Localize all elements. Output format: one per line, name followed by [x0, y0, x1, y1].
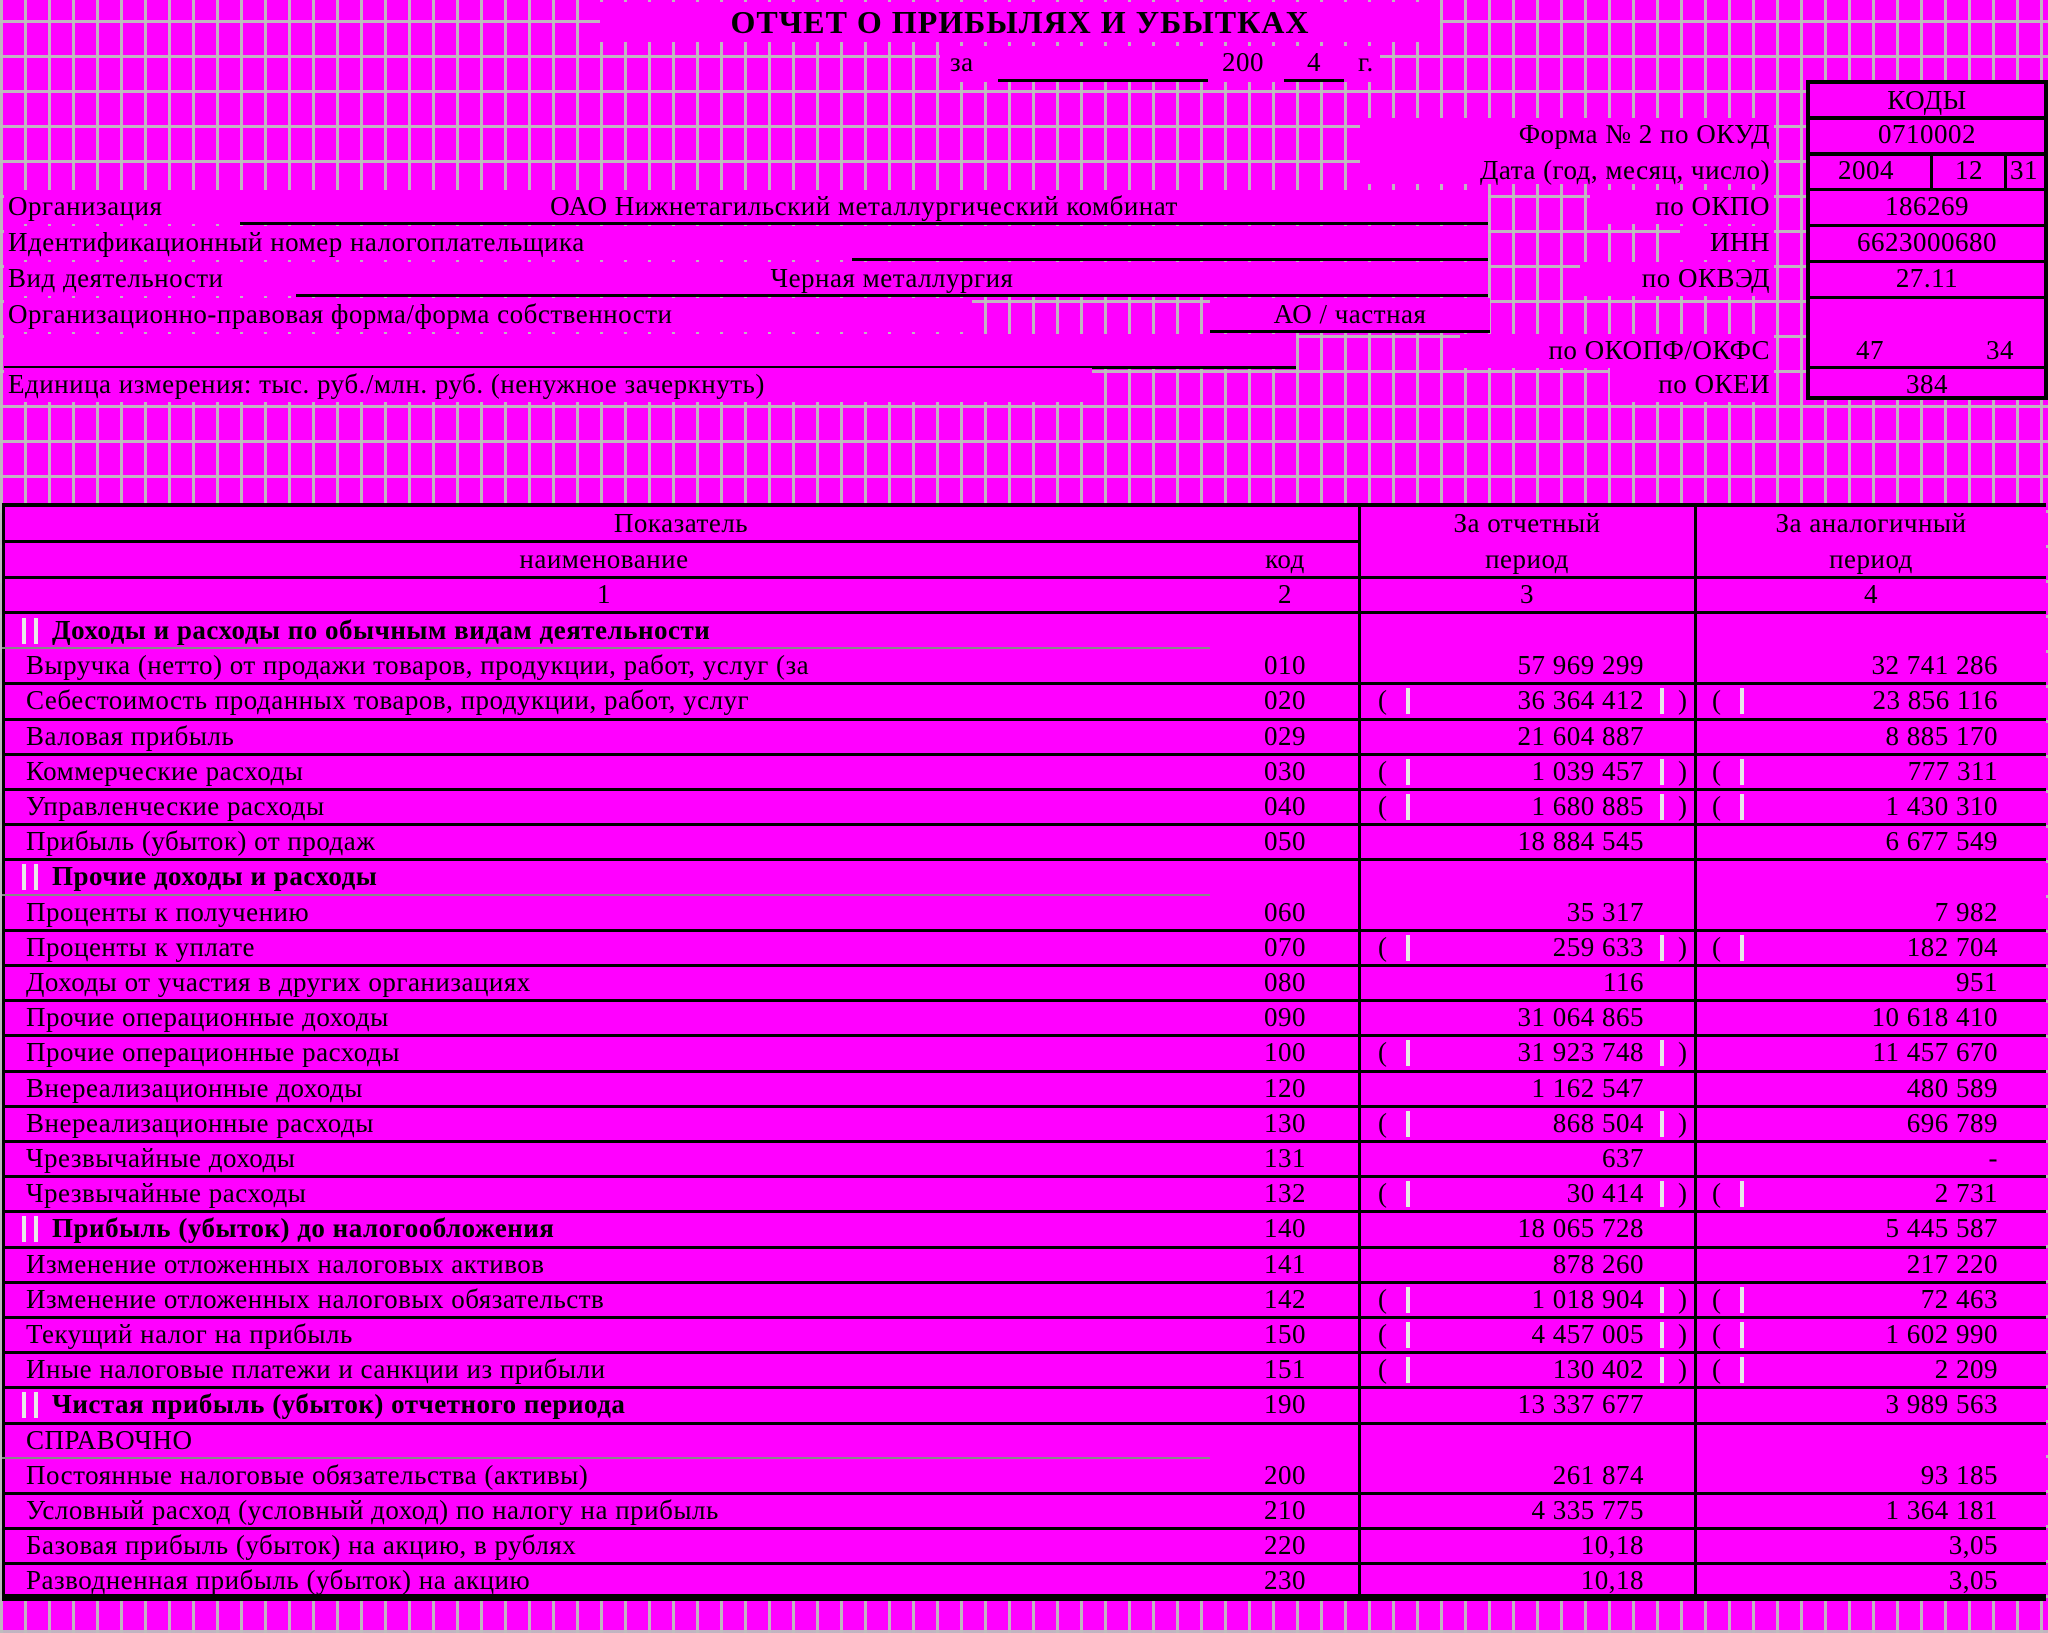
inn-short-label: ИНН — [1710, 227, 1770, 257]
close-paren: ) — [1678, 791, 1687, 821]
row-name: Прибыль (убыток) от продаж — [26, 826, 376, 856]
cell-marker — [1406, 1181, 1410, 1207]
header-prior-2: период — [1829, 544, 1913, 574]
cell-marker — [1660, 1322, 1664, 1348]
row-name: Условный расход (условный доход) по налогу на прибыль — [26, 1495, 719, 1525]
section-marker — [22, 864, 26, 890]
open-paren: ( — [1712, 1354, 1721, 1384]
open-paren: ( — [1378, 1284, 1387, 1314]
row-prior-value: 3 989 563 — [1885, 1389, 1998, 1419]
close-paren: ) — [1678, 685, 1687, 715]
row-code: 080 — [1264, 967, 1306, 997]
section-marker — [34, 1392, 38, 1418]
row-current-value: 18 884 545 — [1517, 826, 1644, 856]
row-current-value: 18 065 728 — [1517, 1213, 1644, 1243]
row-name: Внереализационные доходы — [26, 1073, 363, 1103]
row-name: Коммерческие расходы — [26, 756, 304, 786]
row-prior-value: 5 445 587 — [1885, 1213, 1998, 1243]
row-code: 040 — [1264, 791, 1306, 821]
date-label: Дата (год, месяц, число) — [1480, 155, 1770, 185]
cell-marker — [1406, 1040, 1410, 1066]
row-prior-value: 1 364 181 — [1885, 1495, 1998, 1525]
cell-marker — [1406, 794, 1410, 820]
date-divider-1 — [1930, 154, 1933, 188]
row-current-value: 1 162 547 — [1531, 1073, 1644, 1103]
row-name: Изменение отложенных налоговых активов — [26, 1249, 545, 1279]
header-col2: 2 — [1278, 579, 1292, 609]
header-prior-1: За аналогичный — [1775, 508, 1967, 538]
row-prior-value: 93 185 — [1920, 1460, 1998, 1490]
date-year: 2004 — [1838, 155, 1894, 185]
row-prior-value: 7 982 — [1934, 897, 1998, 927]
open-paren: ( — [1378, 756, 1387, 786]
row-code: 140 — [1264, 1213, 1306, 1243]
row-prior-value: 1 602 990 — [1885, 1319, 1998, 1349]
legal-value: АО / частная — [1273, 299, 1427, 329]
okei-code: 384 — [1906, 369, 1948, 399]
cell-marker — [1406, 759, 1410, 785]
cell-marker — [1740, 794, 1744, 820]
row-prior-value: 6 677 549 — [1885, 826, 1998, 856]
cell-marker — [1406, 1111, 1410, 1137]
row-code: 142 — [1264, 1284, 1306, 1314]
row-current-value: 1 018 904 — [1531, 1284, 1644, 1314]
row-current-value: 57 969 299 — [1517, 650, 1644, 680]
open-paren: ( — [1378, 1108, 1387, 1138]
section-marker — [22, 1216, 26, 1242]
row-prior-value: - — [1988, 1143, 1998, 1173]
date-divider-2 — [2004, 154, 2007, 188]
row-current-value: 116 — [1603, 967, 1644, 997]
cell-marker — [1740, 1322, 1744, 1348]
row-name: Базовая прибыль (убыток) на акцию, в рублях — [26, 1530, 577, 1560]
row-name: Разводненная прибыль (убыток) на акцию — [26, 1565, 531, 1595]
row-prior-value: 2 731 — [1934, 1178, 1998, 1208]
header-current-2: период — [1485, 544, 1569, 574]
row-name: Постоянные налоговые обязательства (активы) — [26, 1460, 589, 1490]
codes-title: КОДЫ — [1887, 85, 1967, 115]
org-label: Организация — [8, 191, 163, 221]
cell-marker — [1660, 1111, 1664, 1137]
close-paren: ) — [1678, 756, 1687, 786]
row-prior-value: 777 311 — [1907, 756, 1998, 786]
table-left-border — [2, 504, 5, 1596]
period-underline — [998, 79, 1208, 82]
okei-label: по ОКЕИ — [1658, 369, 1770, 399]
close-paren: ) — [1678, 1037, 1687, 1067]
row-code: 150 — [1264, 1319, 1306, 1349]
okpo-code: 186269 — [1885, 191, 1969, 221]
close-paren: ) — [1678, 1284, 1687, 1314]
row-current-value: 10,18 — [1580, 1530, 1644, 1560]
row-code: 131 — [1264, 1143, 1306, 1173]
cell-marker — [1660, 1181, 1664, 1207]
activity-underline — [296, 294, 1488, 297]
open-paren: ( — [1378, 685, 1387, 715]
row-current-value: 36 364 412 — [1517, 685, 1644, 715]
row-name: СПРАВОЧНО — [26, 1425, 193, 1455]
period-year-prefix: 200 — [1222, 47, 1264, 77]
cell-marker — [1740, 759, 1744, 785]
cell-marker — [1660, 1040, 1664, 1066]
section-marker — [34, 1216, 38, 1242]
row-divider — [2, 1598, 2046, 1601]
row-code: 010 — [1264, 650, 1306, 680]
close-paren: ) — [1678, 1108, 1687, 1138]
cell-marker — [1660, 759, 1664, 785]
legal-label: Организационно-правовая форма/форма собственности — [8, 299, 673, 329]
report-title: ОТЧЕТ О ПРИБЫЛЯХ И УБЫТКАХ — [730, 4, 1310, 40]
col4-left-border — [1694, 504, 1697, 1596]
row-name: Изменение отложенных налоговых обязательств — [26, 1284, 605, 1314]
org-underline — [240, 222, 1488, 225]
inn-code: 6623000680 — [1857, 227, 1997, 257]
unit-label: Единица измерения: тыс. руб./млн. руб. (ненужное зачеркнуть) — [8, 369, 765, 399]
row-prior-value: 951 — [1956, 967, 1998, 997]
cell-marker — [1740, 1287, 1744, 1313]
row-name: Доходы и расходы по обычным видам деятельности — [52, 615, 711, 645]
header-name: наименование — [519, 544, 689, 574]
row-code: 190 — [1264, 1389, 1306, 1419]
cell-marker — [1740, 688, 1744, 714]
row-code: 200 — [1264, 1460, 1306, 1490]
row-current-value: 259 633 — [1552, 932, 1644, 962]
open-paren: ( — [1378, 791, 1387, 821]
header-indicator: Показатель — [613, 508, 749, 538]
row-prior-value: 23 856 116 — [1872, 685, 1998, 715]
header-col3: 3 — [1520, 579, 1534, 609]
cell-marker — [1660, 1287, 1664, 1313]
row-name: Текущий налог на прибыль — [26, 1319, 353, 1349]
inn-underline — [852, 258, 1488, 261]
row-name: Себестоимость проданных товаров, продукции, работ, услуг — [26, 685, 750, 715]
cell-marker — [1740, 1181, 1744, 1207]
okfs-code: 34 — [1986, 335, 2014, 365]
row-code: 141 — [1264, 1249, 1306, 1279]
row-name: Управленческие расходы — [26, 791, 325, 821]
row-code: 151 — [1264, 1354, 1306, 1384]
row-prior-value: 11 457 670 — [1872, 1037, 1998, 1067]
cell-marker — [1740, 935, 1744, 961]
section-marker — [34, 864, 38, 890]
row-current-value: 35 317 — [1566, 897, 1644, 927]
inn-label: Идентификационный номер налогоплательщика — [8, 227, 585, 257]
activity-value: Черная металлургия — [770, 263, 1014, 293]
row-prior-value: 32 741 286 — [1871, 650, 1998, 680]
cell-marker — [1406, 1357, 1410, 1383]
row-name: Иные налоговые платежи и санкции из прибыли — [26, 1354, 606, 1384]
row-name: Чрезвычайные расходы — [26, 1178, 307, 1208]
row-code: 029 — [1264, 721, 1306, 751]
row-prior-value: 3,05 — [1948, 1530, 1998, 1560]
inn-line-bg — [852, 226, 1488, 260]
activity-label: Вид деятельности — [8, 263, 224, 293]
row-current-value: 1 039 457 — [1531, 756, 1644, 786]
row-current-value: 10,18 — [1580, 1565, 1644, 1595]
row-code: 120 — [1264, 1073, 1306, 1103]
row-name: Прочие операционные доходы — [26, 1002, 389, 1032]
cell-marker — [1406, 1322, 1410, 1348]
row-prior-value: 1 430 310 — [1885, 791, 1998, 821]
form-code: 0710002 — [1878, 119, 1976, 149]
cell-marker — [1660, 794, 1664, 820]
row-code: 230 — [1264, 1565, 1306, 1595]
row-name: Внереализационные расходы — [26, 1108, 374, 1138]
row-current-value: 868 504 — [1552, 1108, 1644, 1138]
col3-left-border — [1358, 504, 1361, 1596]
row-prior-value: 182 704 — [1906, 932, 1998, 962]
section-marker — [34, 618, 38, 644]
row-current-value: 13 337 677 — [1517, 1389, 1644, 1419]
row-code: 100 — [1264, 1037, 1306, 1067]
row-code: 060 — [1264, 897, 1306, 927]
row-code: 020 — [1264, 685, 1306, 715]
row-prior-value: 696 789 — [1906, 1108, 1998, 1138]
open-paren: ( — [1712, 1319, 1721, 1349]
row-current-value: 31 064 865 — [1517, 1002, 1644, 1032]
cell-marker — [1660, 935, 1664, 961]
row-name: Чистая прибыль (убыток) отчетного периода — [52, 1389, 626, 1419]
period-year-digit: 4 — [1307, 47, 1321, 77]
okopf-code: 47 — [1856, 335, 1884, 365]
open-paren: ( — [1712, 1284, 1721, 1314]
period-suffix: г. — [1358, 47, 1374, 77]
close-paren: ) — [1678, 1354, 1687, 1384]
row-name: Прочие доходы и расходы — [52, 861, 378, 891]
period-year-underline — [1284, 79, 1344, 82]
okpo-label: по ОКПО — [1655, 191, 1770, 221]
open-paren: ( — [1712, 791, 1721, 821]
row-code: 130 — [1264, 1108, 1306, 1138]
okved-code: 27.11 — [1895, 263, 1959, 293]
row-name: Проценты к уплате — [26, 932, 255, 962]
row-code: 030 — [1264, 756, 1306, 786]
okved-label: по ОКВЭД — [1641, 263, 1770, 293]
row-name: Прочие операционные расходы — [26, 1037, 400, 1067]
row-prior-value: 2 209 — [1934, 1354, 1998, 1384]
row-current-value: 30 414 — [1566, 1178, 1644, 1208]
okopf-row-bg — [4, 334, 1296, 368]
row-current-value: 637 — [1602, 1143, 1644, 1173]
row-current-value: 4 335 775 — [1531, 1495, 1644, 1525]
date-month: 12 — [1955, 155, 1983, 185]
row-name: Проценты к получению — [26, 897, 310, 927]
close-paren: ) — [1678, 1178, 1687, 1208]
row-current-value: 261 874 — [1552, 1460, 1644, 1490]
row-name: Выручка (нетто) от продажи товаров, продукции, работ, услуг (за — [26, 650, 810, 680]
cell-marker — [1660, 688, 1664, 714]
row-name: Чрезвычайные доходы — [26, 1143, 296, 1173]
row-prior-value: 8 885 170 — [1885, 721, 1998, 751]
section-marker — [22, 1392, 26, 1418]
row-current-value: 1 680 885 — [1531, 791, 1644, 821]
open-paren: ( — [1712, 1178, 1721, 1208]
header-current-1: За отчетный — [1453, 508, 1601, 538]
codes-divider-6 — [1806, 296, 2048, 299]
row-name: Валовая прибыль — [26, 721, 235, 751]
row-code: 210 — [1264, 1495, 1306, 1525]
close-paren: ) — [1678, 932, 1687, 962]
row-name: Доходы от участия в других организациях — [26, 967, 531, 997]
cell-marker — [1660, 1357, 1664, 1383]
row-name: Прибыль (убыток) до налогообложения — [52, 1213, 555, 1243]
close-paren: ) — [1678, 1319, 1687, 1349]
header-col1: 1 — [597, 579, 611, 609]
cell-marker — [1406, 688, 1410, 714]
date-day: 31 — [2010, 155, 2038, 185]
row-code: 090 — [1264, 1002, 1306, 1032]
row-current-value: 130 402 — [1552, 1354, 1644, 1384]
form-label: Форма № 2 по ОКУД — [1518, 119, 1770, 149]
row-code: 070 — [1264, 932, 1306, 962]
row-code: 220 — [1264, 1530, 1306, 1560]
header-code: код — [1265, 544, 1305, 574]
open-paren: ( — [1378, 1178, 1387, 1208]
row-current-value: 878 260 — [1552, 1249, 1644, 1279]
row-code: 132 — [1264, 1178, 1306, 1208]
open-paren: ( — [1712, 756, 1721, 786]
cell-marker — [1406, 1287, 1410, 1313]
open-paren: ( — [1712, 685, 1721, 715]
row-current-value: 4 457 005 — [1531, 1319, 1644, 1349]
okopf-label: по ОКОПФ/ОКФС — [1548, 335, 1770, 365]
row-prior-value: 480 589 — [1906, 1073, 1998, 1103]
open-paren: ( — [1378, 1354, 1387, 1384]
period-prefix: за — [950, 47, 974, 77]
header-col4: 4 — [1864, 579, 1878, 609]
open-paren: ( — [1378, 932, 1387, 962]
row-code: 050 — [1264, 826, 1306, 856]
legal-underline — [1210, 330, 1490, 333]
row-prior-value: 10 618 410 — [1871, 1002, 1998, 1032]
cell-marker — [1406, 935, 1410, 961]
row-current-value: 31 923 748 — [1517, 1037, 1644, 1067]
section-marker — [22, 618, 26, 644]
row-current-value: 21 604 887 — [1517, 721, 1644, 751]
row-prior-value: 72 463 — [1920, 1284, 1998, 1314]
open-paren: ( — [1378, 1319, 1387, 1349]
row-prior-value: 3,05 — [1948, 1565, 1998, 1595]
row-prior-value: 217 220 — [1906, 1249, 1998, 1279]
org-value: ОАО Нижнетагильский металлургический комбинат — [550, 191, 1178, 221]
cell-marker — [1740, 1357, 1744, 1383]
open-paren: ( — [1378, 1037, 1387, 1067]
open-paren: ( — [1712, 932, 1721, 962]
